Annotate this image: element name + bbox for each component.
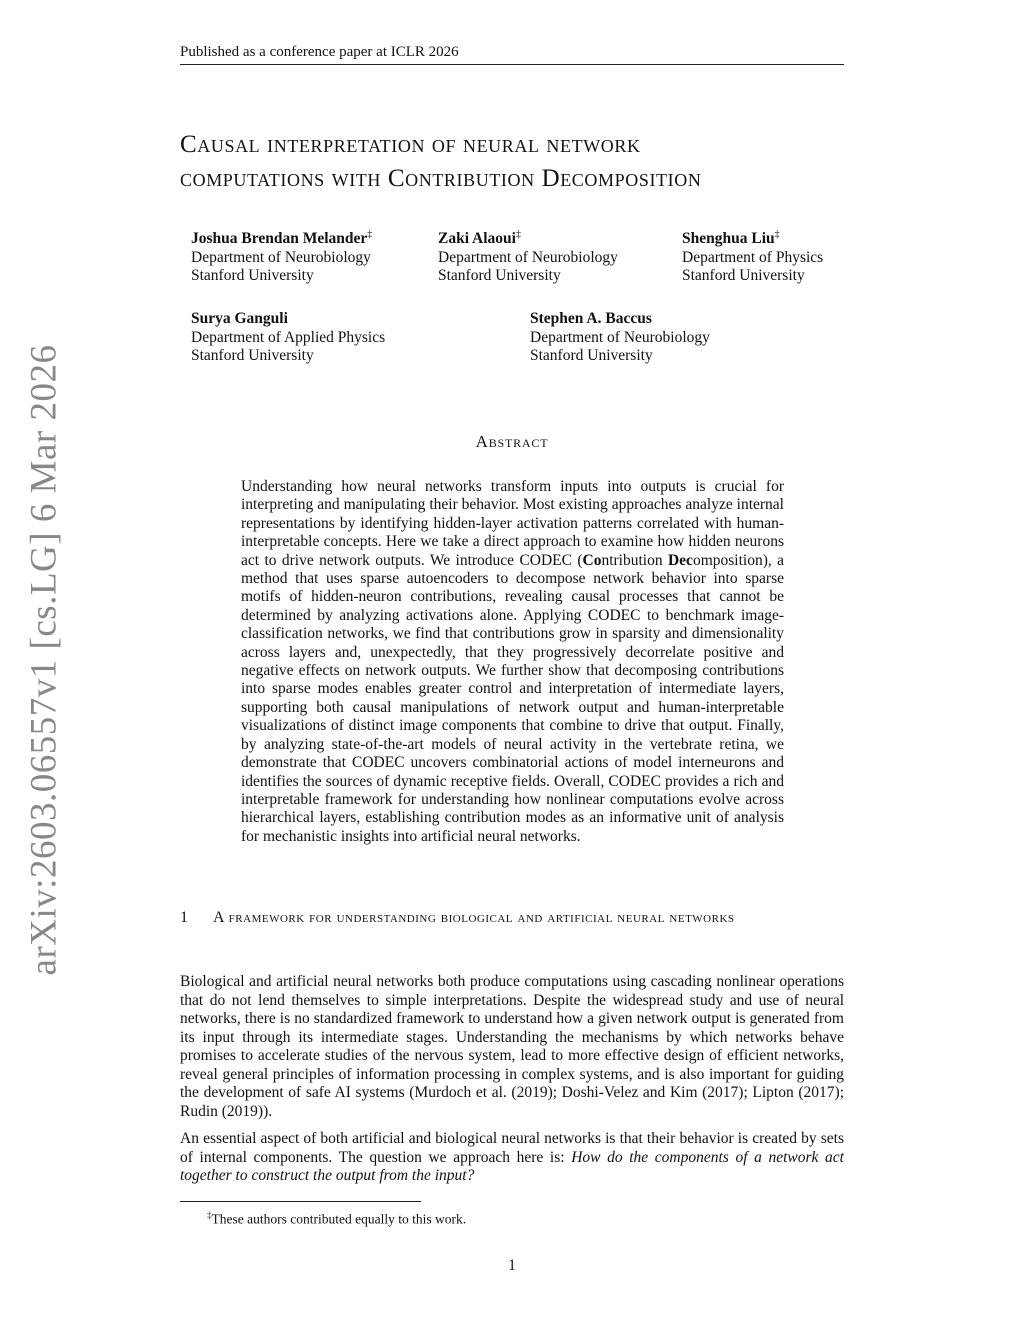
footnote [207,1207,466,1228]
author-block [191,226,372,286]
author-block [191,310,385,366]
author-affiliation: Stanford University [682,267,805,285]
author-name: Joshua Brendan Melander [191,230,368,248]
author-affiliation: Stanford University [191,267,314,285]
author-affiliation: Stanford University [530,347,653,364]
section-title: A framework for understanding biological and artificial neural networks [213,909,735,926]
author-name: Stephen A. Baccus [530,310,652,327]
footnote-mark: ‡ [207,1210,212,1220]
author-department: Department of Neurobiology [438,248,618,266]
body-paragraph: Biological and artificial neural networks both produce computations using cascading nonlinear operations that do not lend themselves to simple interpretations. Despite the widespread study and use of neural networks, there is no standardized framework to understand how a given network output is generated from its input through its intermediate stages. Understanding the mechanisms by which networks behave promises to accelerate studies of the nervous system, lead to more effective design of efficient networks, reveal general principles of information processing in complex systems, and is also important for guiding the development of safe AI systems (Murdoch et al. (2019); Doshi-Velez and Kim (2017); Lipton (2017); Rudin (2019)). [180,973,844,1120]
author-affiliation: Stanford University [191,347,314,364]
section-heading [180,906,844,929]
author-affiliation: Stanford University [438,267,561,285]
running-head: Published as a conference paper at ICLR 2026 [180,42,844,65]
author-department: Department of Physics [682,248,824,266]
abstract-body: Understanding how neural networks transform inputs into outputs is crucial for interpreting and manipulating their behavior. Most existing approaches analyze internal representations by identifying hidden-layer activation patterns correlated with human-interpretable concepts. Here we take a direct approach to examine how hidden neurons act to drive network outputs. We introduce CODEC (Contribution Decomposition), a method that uses sparse autoencoders to decompose network behavior into sparse motifs of hidden-neuron contributions, revealing causal processes that cannot be determined by analyzing activations alone. Applying CODEC to benchmark image-classification networks, we find that contributions grow in sparsity and dimensionality across layers and, unexpectedly, that they progressively decorrelate positive and negative effects on network outputs. We further show that decomposing contributions into sparse modes enables greater control and interpretation of intermediate layers, supporting both causal manipulations of network output and human-interpretable visualizations of distinct image components that combine to drive that output. Finally, by analyzing state-of-the-art models of neural activity in the vertebrate retina, we demonstrate that CODEC uncovers combinatorial actions of model interneurons and identifies the sources of dynamic receptive fields. Overall, CODEC provides a rich and interpretable framework for understanding how nonlinear computations evolve across hierarchical layers, establishing contribution modes as an informative unit of analysis for mechanistic insights into artificial neural networks. [241,478,784,845]
author-name: Zaki Alaoui [438,230,516,248]
equal-contribution-mark: ‡ [515,229,521,240]
author-block [438,226,618,286]
author-name: Surya Ganguli [191,310,288,327]
abstract-heading: Abstract [475,432,549,451]
title-line-2: computations with Contribution Decomposition [180,165,702,192]
equal-contribution-mark: ‡ [367,229,373,240]
footnote-rule [180,1201,421,1202]
body-paragraph: An essential aspect of both artificial and biological neural networks is that their behavior is created by sets of internal components. The question we approach here is: How do the components of a network act together to construct the output from the input? [180,1130,844,1184]
equal-contribution-mark: ‡ [774,229,780,240]
page-number: 1 [508,1257,516,1274]
arxiv-identifier: arXiv:2603.06557v1 [cs.LG] 6 Mar 2026 [23,344,65,976]
paper-title [180,128,860,196]
section-number: 1 [180,909,189,926]
author-name: Shenghua Liu [682,230,775,248]
author-block [682,226,823,286]
author-department: Department of Applied Physics [191,328,386,346]
author-block [530,310,710,366]
author-department: Department of Neurobiology [191,248,371,266]
author-department: Department of Neurobiology [530,328,710,346]
title-line-1: Causal interpretation of neural network [180,131,641,158]
research-question: How do the components of a network act together to construct the output from the input? [180,1148,844,1184]
footnote-text: These authors contributed equally to this work. [211,1211,467,1227]
